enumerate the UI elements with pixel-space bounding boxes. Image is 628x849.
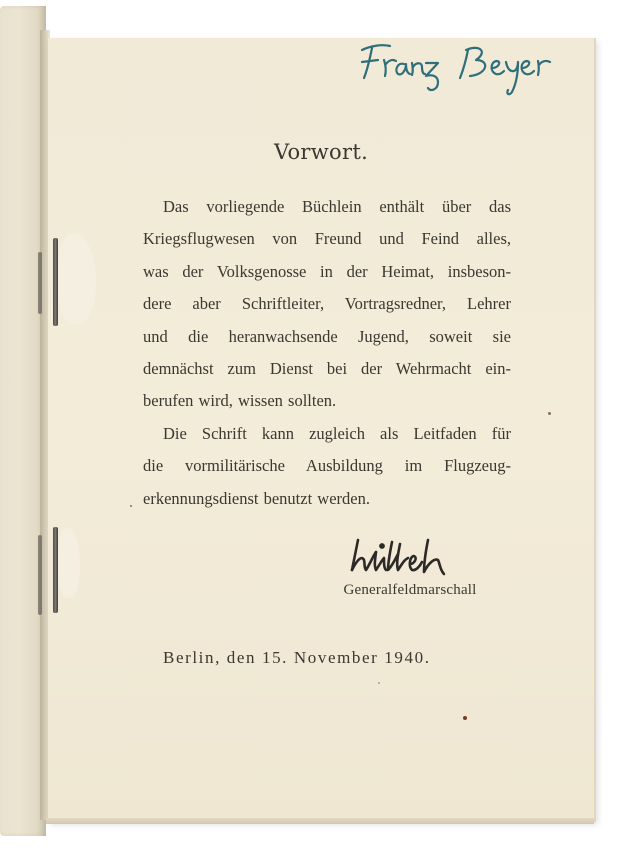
- keitel-signature: [348, 534, 452, 578]
- signer-title: Generalfeldmarschall: [343, 582, 477, 598]
- paragraph-1-line: demnächst zum Dienst bei der Wehrmacht ein-: [143, 358, 511, 378]
- paragraph-2-line: Die Schrift kann zugleich als Leitfaden für: [163, 423, 511, 443]
- staple-mark-top: [38, 252, 42, 314]
- paper-speck: [130, 505, 132, 507]
- staple-mark-bottom: [38, 535, 42, 615]
- paragraph-1-line: berufen wird, wissen sollten.: [143, 391, 337, 411]
- paragraph-1-line: Das vorliegende Büchlein enthält über das: [163, 197, 511, 216]
- paper-speck: [378, 682, 380, 684]
- staple-top: [53, 238, 58, 326]
- foreword-body: [143, 191, 511, 515]
- paragraph-2-line: erkennungsdienst benutzt werden.: [143, 488, 370, 508]
- paper-speck: [463, 716, 467, 720]
- page-title: Vorwort.: [273, 140, 369, 164]
- owner-handwritten-signature: [356, 36, 566, 96]
- paragraph-1-line: dere aber Schriftleiter, Vortragsredner, Lehrer: [143, 294, 511, 314]
- paragraph-1-line: was der Volksgenosse in der Heimat, insbeson-: [143, 261, 511, 281]
- place-and-date: Berlin, den 15. November 1940.: [163, 648, 431, 667]
- paragraph-1-line: Kriegsflugwesen von Freund und Feind alles,: [143, 229, 511, 249]
- page-bottom-edge: [46, 818, 594, 824]
- paper-speck: [548, 412, 551, 415]
- paragraph-1-line: und die heranwachsende Jugend, soweit sie: [143, 326, 511, 346]
- staple-bottom: [53, 527, 58, 613]
- paragraph-2-line: die vormilitärische Ausbildung im Flugzeug-: [143, 456, 511, 476]
